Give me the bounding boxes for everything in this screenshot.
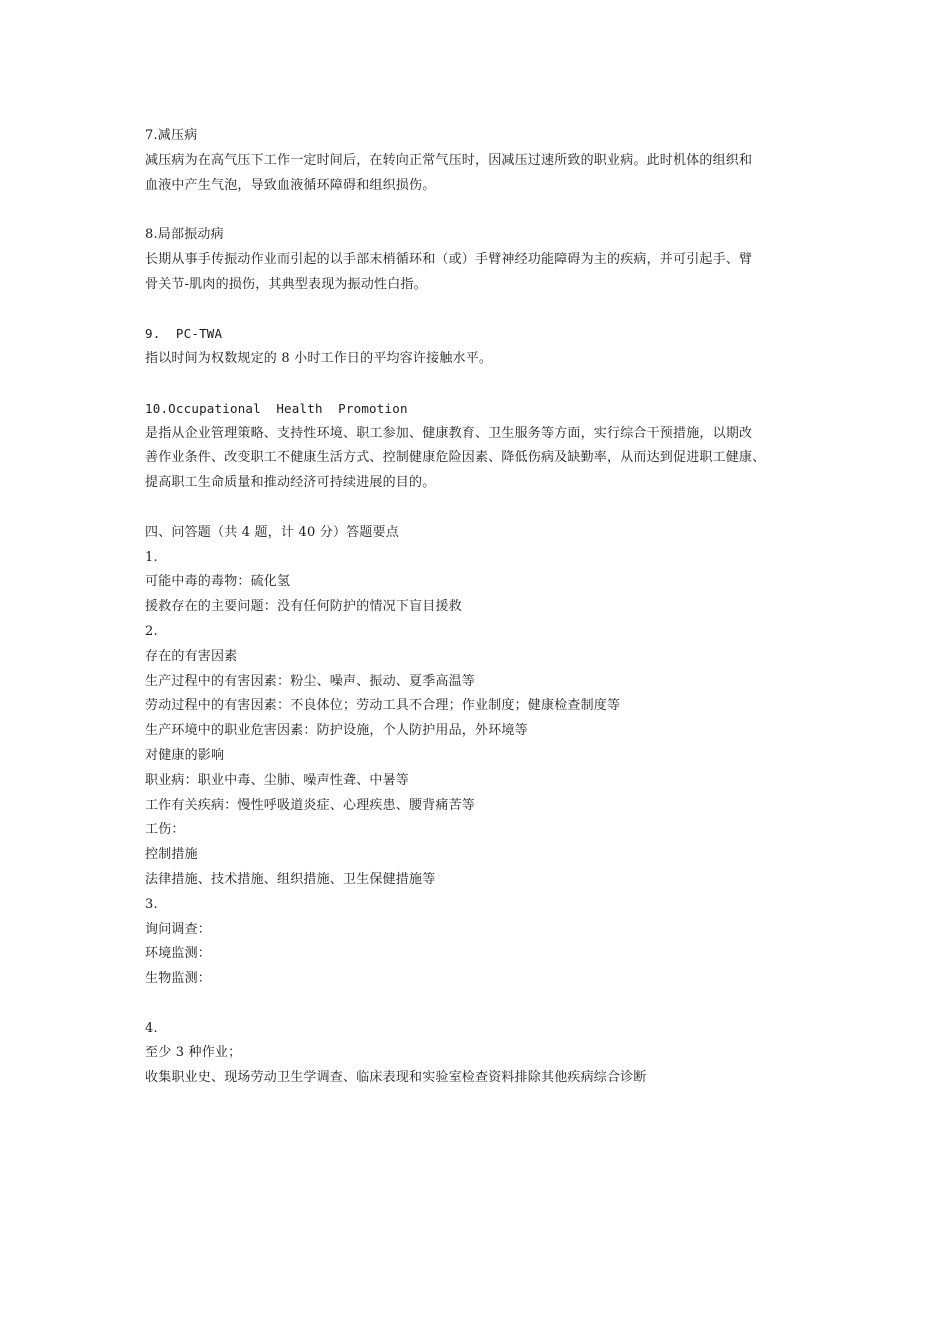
item7-title: 7.减压病 bbox=[145, 128, 198, 143]
document-page bbox=[145, 124, 825, 1091]
q2-answer-line: 工伤： bbox=[145, 822, 185, 838]
q2-answer-line: 生产过程中的有害因素：粉尘、噪声、振动、夏季高温等 bbox=[145, 673, 476, 689]
spacer bbox=[145, 372, 825, 397]
q3-number: 3. bbox=[145, 896, 158, 912]
q3-answer-line: 环境监测： bbox=[145, 946, 212, 962]
q4-number: 4. bbox=[145, 1020, 158, 1036]
spacer bbox=[145, 198, 825, 223]
q2-answer-line: 控制措施 bbox=[145, 847, 198, 863]
item7-text-line: 血液中产生气泡，导致血液循环障碍和组织损伤。 bbox=[145, 177, 436, 193]
item10-text-line: 提高职工生命质量和推动经济可持续进展的目的。 bbox=[145, 475, 436, 491]
spacer bbox=[145, 496, 825, 521]
q2-answer-line: 生产环境中的职业危害因素：防护设施，个人防护用品，外环境等 bbox=[145, 723, 528, 739]
q2-answer-line: 法律措施、技术措施、组织措施、卫生保健措施等 bbox=[145, 871, 436, 887]
q2-answer-line: 存在的有害因素 bbox=[145, 648, 238, 664]
item9-text-line: 指以时间为权数规定的 8 小时工作日的平均容许接触水平。 bbox=[145, 351, 493, 367]
item9-title: 9. PC-TWA bbox=[145, 326, 223, 342]
q1-number: 1. bbox=[145, 549, 158, 565]
item10-text-line: 是指从企业管理策略、支持性环境、职工参加、健康教育、卫生服务等方面，实行综合干预措施，以期改 bbox=[145, 425, 753, 441]
item8-text-line: 骨关节-肌肉的损伤，其典型表现为振动性白指。 bbox=[145, 276, 427, 292]
q2-answer-line: 劳动过程中的有害因素：不良体位；劳动工具不合理；作业制度；健康检查制度等 bbox=[145, 698, 621, 714]
item8-text-line: 长期从事手传振动作业而引起的以手部末梢循环和（或）手臂神经功能障碍为主的疾病，并可引起手、臂 bbox=[145, 251, 753, 267]
q1-answer-line: 援救存在的主要问题：没有任何防护的情况下盲目援救 bbox=[145, 599, 462, 615]
q3-answer-line: 询问调查： bbox=[145, 921, 212, 937]
q4-answer-line: 收集职业史、现场劳动卫生学调查、临床表现和实验室检查资料排除其他疾病综合诊断 bbox=[145, 1070, 647, 1086]
q2-answer-line: 工作有关疾病：慢性呼吸道炎症、心理疾患、腰背痛苦等 bbox=[145, 797, 476, 813]
item10-text-line: 善作业条件、改变职工不健康生活方式、控制健康危险因素、降低伤病及缺勤率，从而达到促进职工健康、 bbox=[145, 450, 766, 466]
q2-answer-line: 职业病：职业中毒、尘肺、噪声性聋、中暑等 bbox=[145, 772, 410, 788]
spacer bbox=[145, 992, 825, 1017]
q1-answer-line: 可能中毒的毒物：硫化氢 bbox=[145, 574, 291, 590]
q4-answer-line: 至少 3 种作业； bbox=[145, 1045, 242, 1061]
item8-title: 8.局部振动病 bbox=[145, 227, 224, 243]
q2-number: 2. bbox=[145, 623, 158, 639]
item7-text-line: 减压病为在高气压下工作一定时间后，在转向正常气压时，因减压过速所致的职业病。此时机体的组织和 bbox=[145, 152, 753, 168]
q3-answer-line: 生物监测： bbox=[145, 971, 212, 987]
spacer bbox=[145, 298, 825, 323]
q2-answer-line: 对健康的影响 bbox=[145, 747, 225, 763]
part4-heading: 四、问答题（共 4 题，计 40 分）答题要点 bbox=[145, 524, 399, 540]
item10-title: 10.Occupational Health Promotion bbox=[145, 400, 408, 416]
